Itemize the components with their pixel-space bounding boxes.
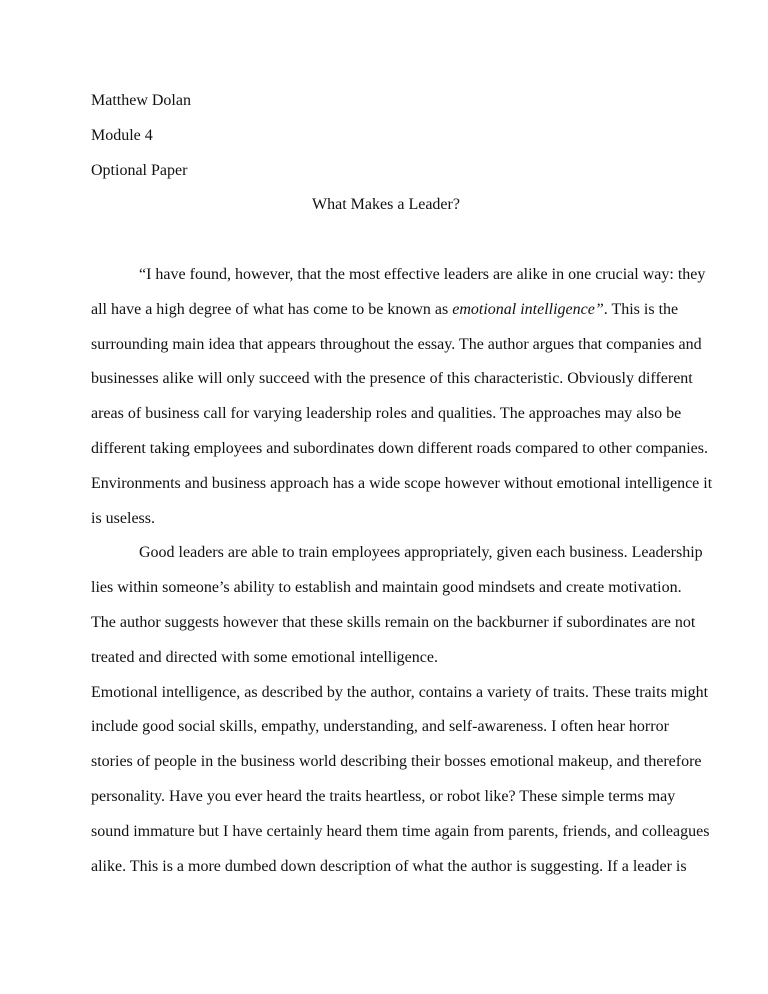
text-line: sound immature but I have certainly heard them time again from parents, friends, and colleagues [91, 822, 710, 840]
text-line: alike. This is a more dumbed down description of what the author is suggesting. If a leader is [91, 857, 687, 875]
text-line: lies within someone’s ability to establish and maintain good mindsets and create motivation. [91, 579, 682, 597]
document-body [91, 84, 713, 884]
paragraph-1 [91, 258, 713, 536]
text-line: all have a high degree of what has come to be known as emotional intelligence”. This is the [91, 300, 679, 318]
text-line: include good social skills, empathy, understanding, and self-awareness. I often hear horror [91, 718, 669, 736]
text-line: surrounding main idea that appears throughout the essay. The author argues that companies and [91, 335, 702, 353]
text-line: is useless. [91, 509, 155, 527]
text-line: “I have found, however, that the most effective leaders are alike in one crucial way: they [139, 265, 706, 283]
author-name: Matthew Dolan [91, 92, 191, 109]
emphasis-text: emotional intelligence” [452, 300, 604, 318]
text-line: stories of people in the business world describing their bosses emotional makeup, and therefore [91, 753, 702, 771]
text-line: The author suggests however that these skills remain on the backburner if subordinates are not [91, 613, 696, 631]
text-line: areas of business call for varying leadership roles and qualities. The approaches may also be [91, 405, 682, 423]
text-line: different taking employees and subordinates down different roads compared to other companies. [91, 439, 708, 457]
paragraph-2 [91, 536, 703, 675]
assignment-name: Optional Paper [91, 161, 188, 179]
text-line: businesses alike will only succeed with the presence of this characteristic. Obviously different [91, 370, 693, 388]
text-line: treated and directed with some emotional intelligence. [91, 648, 438, 666]
essay-title: What Makes a Leader? [312, 196, 460, 214]
blank-line [91, 223, 681, 258]
text-line: Environments and business approach has a wide scope however without emotional intelligence it [91, 474, 713, 492]
text-line: Good leaders are able to train employees appropriately, given each business. Leadership [139, 544, 703, 562]
text-line: personality. Have you ever heard the traits heartless, or robot like? These simple terms may [91, 787, 676, 805]
paragraph-3 [91, 676, 710, 885]
text-line: Emotional intelligence, as described by the author, contains a variety of traits. These traits might [91, 683, 709, 701]
course-name: Module 4 [91, 126, 153, 144]
